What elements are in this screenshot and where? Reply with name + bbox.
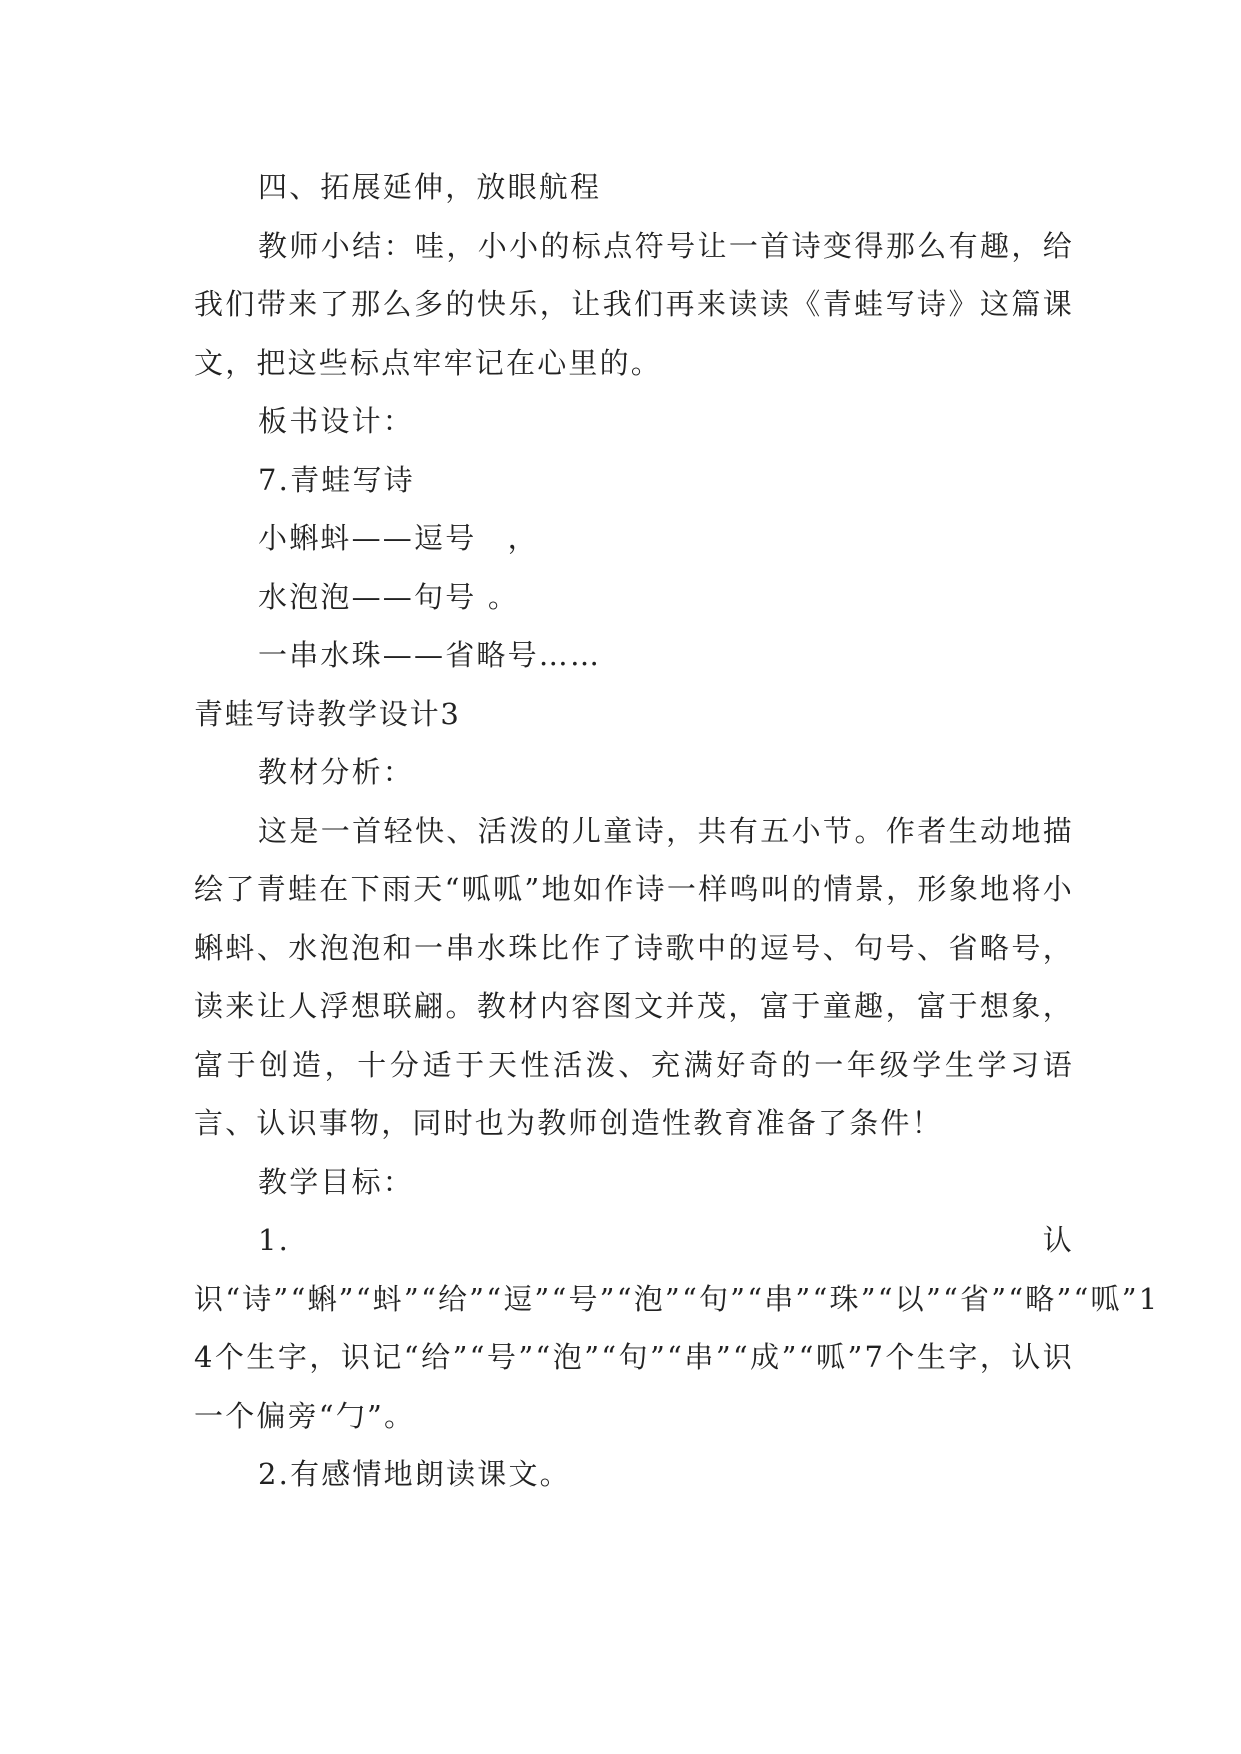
document-body bbox=[194, 158, 1160, 1504]
board-line-comma: 小蝌蚪——逗号 ， bbox=[258, 521, 539, 555]
teacher-summary-paragraph: 教师小结：哇，小小的标点符号让一首诗变得那么有趣，给我们带来了那么多的快乐，让我们再来读读《青蛙写诗》这篇课文，把这些标点牢牢记在心里的。 bbox=[194, 228, 1074, 380]
teaching-goal-1: 1.认识“诗”“蝌”“蚪”“给”“逗”“号”“泡”“句”“串”“珠”“以”“省”“略”“呱”14个生字，识记“给”“号”“泡”“句”“串”“成”“呱”7个生字，认识一个偏旁“勹”。 bbox=[194, 1223, 1160, 1433]
board-design-label: 板书设计： bbox=[258, 404, 415, 438]
material-analysis-label: 教材分析： bbox=[258, 755, 415, 789]
teaching-goal-2: 2.有感情地朗读课文。 bbox=[258, 1457, 571, 1491]
section-heading-extension: 四、拓展延伸，放眼航程 bbox=[258, 170, 602, 204]
material-analysis-paragraph: 这是一首轻快、活泼的儿童诗，共有五小节。作者生动地描绘了青蛙在下雨天“呱呱”地如作诗一样鸣叫的情景，形象地将小蝌蚪、水泡泡和一串水珠比作了诗歌中的逗号、句号、省略号，读来让人浮想联翩。教材内容图文并茂，富于童趣，富于想象，富于创造，十分适于天性活泼、充满好奇的一年级学生学习语言、认识事物，同时也为教师创造性教育准备了条件！ bbox=[194, 813, 1074, 1140]
document-section-title: 青蛙写诗教学设计3 bbox=[194, 696, 461, 731]
teaching-goals-label: 教学目标： bbox=[258, 1164, 415, 1199]
board-title: 7.青蛙写诗 bbox=[258, 462, 415, 497]
board-line-period: 水泡泡——句号 。 bbox=[258, 579, 520, 614]
board-line-ellipsis: 一串水珠——省略号…… bbox=[258, 638, 602, 672]
